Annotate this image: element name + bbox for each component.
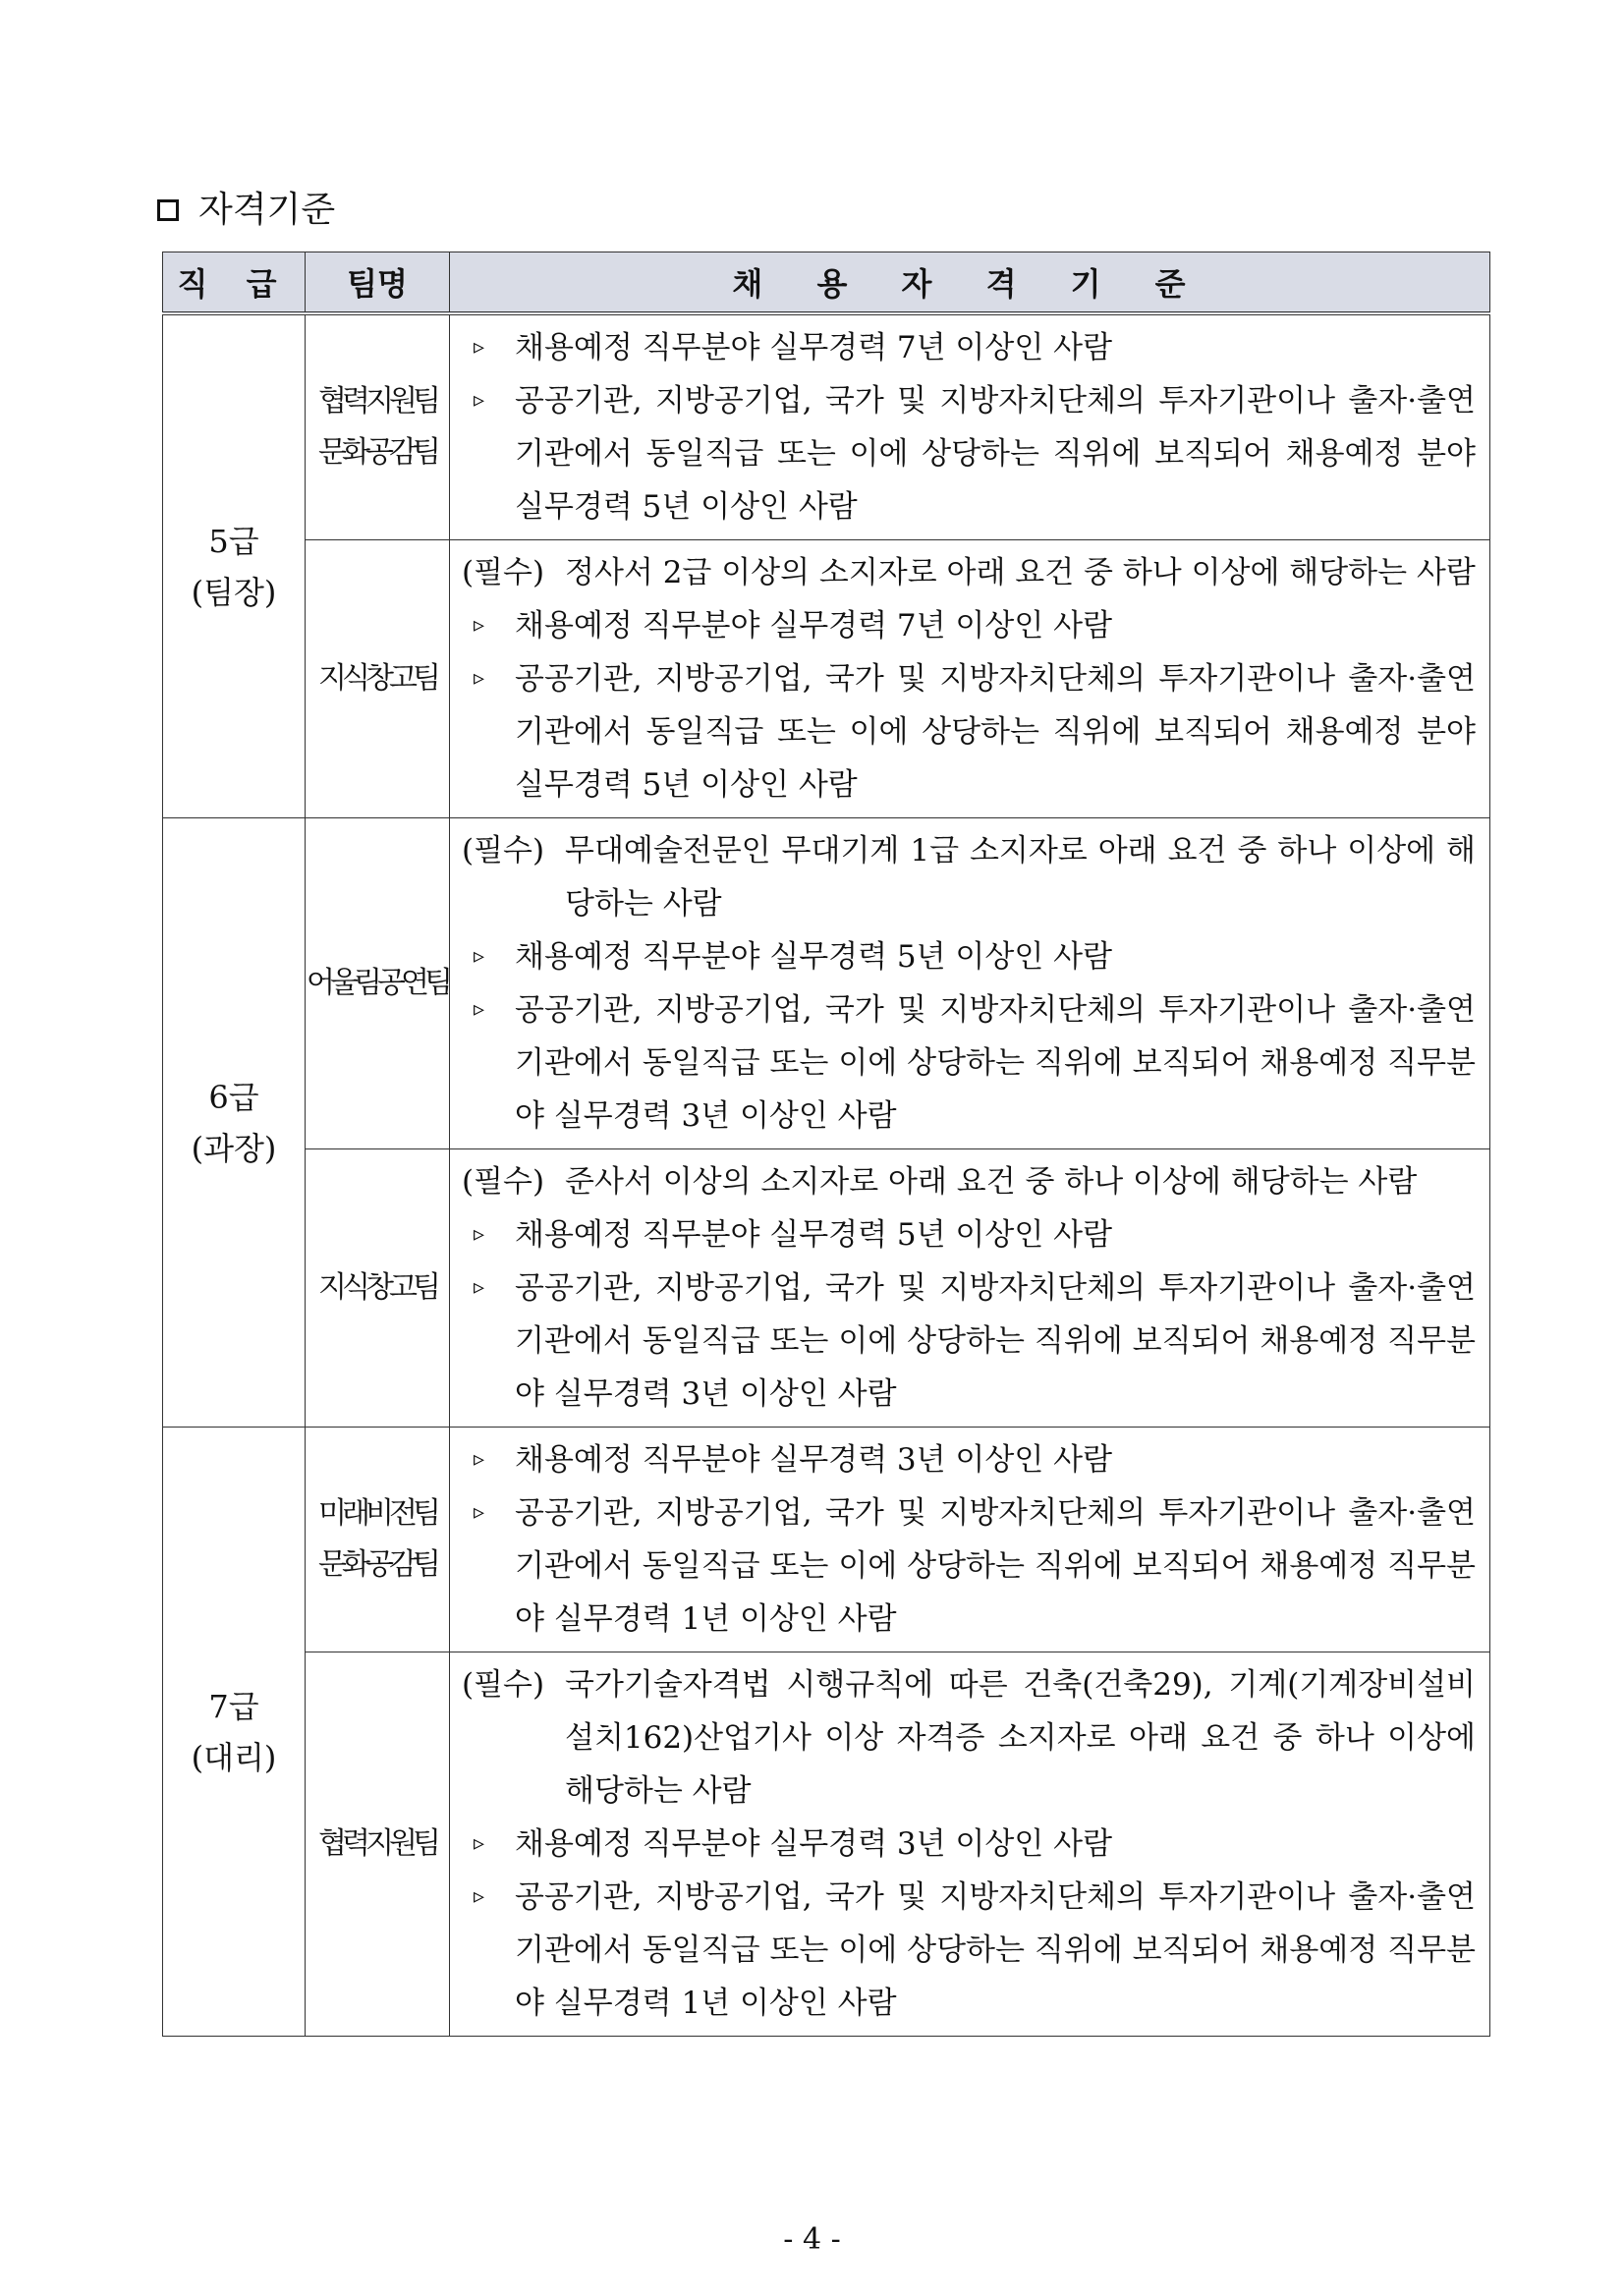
criteria-text: 무대예술전문인 무대기계 1급 소지자로 아래 요건 중 하나 이상에 해당하는 사람: [565, 833, 1476, 922]
criteria-text: 공공기관, 지방공기업, 국가 및 지방자치단체의 투자기관이나 출자·출연기관에서 동일직급 또는 이에 상당하는 직위에 보직되어 채용예정 직무분야 실무경력 3년 이상인 사람: [515, 1270, 1476, 1412]
triangle-bullet-icon: ▹: [474, 1884, 485, 1909]
section-title: 자격기준: [198, 190, 336, 230]
page-number: - 4 -: [783, 2222, 841, 2257]
criteria-cell: [450, 540, 1490, 818]
triangle-bullet-icon: ▹: [474, 1222, 485, 1247]
required-label: (필수): [462, 1667, 545, 1703]
criteria-cell: [450, 1652, 1490, 2037]
required-label: (필수): [462, 833, 545, 868]
criteria-item: [462, 1208, 1476, 1261]
required-label: (필수): [462, 1164, 545, 1200]
table-row: [163, 1428, 1490, 1652]
triangle-bullet-icon: ▹: [474, 944, 485, 969]
team-name: 협력지원팀: [318, 1826, 436, 1861]
team-cell: [306, 1428, 450, 1652]
rank-label: (과장): [191, 1129, 277, 1167]
team-name: 문화공감팀: [318, 435, 436, 470]
criteria-item: [462, 983, 1476, 1143]
required-condition: [462, 824, 1476, 930]
criteria-item: [462, 652, 1476, 812]
triangle-bullet-icon: ▹: [474, 1275, 485, 1300]
grade-label: 6급: [208, 1078, 259, 1116]
triangle-bullet-icon: ▹: [474, 1500, 485, 1525]
criteria-text: 공공기관, 지방공기업, 국가 및 지방자치단체의 투자기관이나 출자·출연기관에서 동일직급 또는 이에 상당하는 직위에 보직되어 채용예정 분야 실무경력 5년 이상인 사람: [515, 661, 1476, 803]
team-cell: [306, 1652, 450, 2037]
rank-label: (대리): [191, 1738, 277, 1776]
table-body: [163, 313, 1490, 2037]
qualification-table: [162, 252, 1490, 2037]
criteria-text: 채용예정 직무분야 실무경력 7년 이상인 사람: [515, 330, 1113, 365]
criteria-item: [462, 599, 1476, 652]
table-row: [163, 818, 1490, 1149]
checkbox-square-icon: [157, 199, 179, 221]
required-condition: [462, 1155, 1476, 1208]
criteria-cell: [450, 313, 1490, 540]
triangle-bullet-icon: ▹: [474, 613, 485, 638]
criteria-item: [462, 1486, 1476, 1646]
criteria-item: [462, 374, 1476, 533]
triangle-bullet-icon: ▹: [474, 997, 485, 1022]
team-name: 지식창고팀: [318, 661, 436, 696]
table-header-row: [163, 252, 1490, 314]
team-cell: [306, 540, 450, 818]
triangle-bullet-icon: ▹: [474, 666, 485, 691]
team-name: 문화공감팀: [318, 1547, 436, 1582]
team-name: 미래비전팀: [318, 1496, 436, 1531]
criteria-text: 채용예정 직무분야 실무경력 7년 이상인 사람: [515, 608, 1113, 644]
required-label: (필수): [462, 555, 545, 590]
team-name: 협력지원팀: [318, 384, 436, 419]
header-team: 팀명: [306, 252, 450, 314]
criteria-text: 공공기관, 지방공기업, 국가 및 지방자치단체의 투자기관이나 출자·출연기관에서 동일직급 또는 이에 상당하는 직위에 보직되어 채용예정 직무분야 실무경력 3년 이상인 사람: [515, 992, 1476, 1134]
criteria-item: [462, 1433, 1476, 1486]
table-row: [163, 1652, 1490, 2037]
triangle-bullet-icon: ▹: [474, 1831, 485, 1856]
grade-cell: [163, 313, 306, 818]
criteria-cell: [450, 1149, 1490, 1428]
table-row: [163, 313, 1490, 540]
criteria-text: 공공기관, 지방공기업, 국가 및 지방자치단체의 투자기관이나 출자·출연기관에서 동일직급 또는 이에 상당하는 직위에 보직되어 채용예정 직무분야 실무경력 1년 이상인 사람: [515, 1879, 1476, 2021]
table-row: [163, 540, 1490, 818]
criteria-item: [462, 1871, 1476, 2030]
grade-cell: [163, 1428, 306, 2037]
criteria-cell: [450, 818, 1490, 1149]
grade-label: 5급: [208, 522, 259, 560]
criteria-text: 공공기관, 지방공기업, 국가 및 지방자치단체의 투자기관이나 출자·출연기관에서 동일직급 또는 이에 상당하는 직위에 보직되어 채용예정 분야 실무경력 5년 이상인 사람: [515, 383, 1476, 525]
team-name: 지식창고팀: [318, 1270, 436, 1305]
triangle-bullet-icon: ▹: [474, 388, 485, 413]
required-condition: [462, 546, 1476, 599]
criteria-text: 정사서 2급 이상의 소지자로 아래 요건 중 하나 이상에 해당하는 사람: [565, 555, 1476, 590]
criteria-text: 국가기술자격법 시행규칙에 따른 건축(건축29), 기계(기계장비설비설치162)산업기사 이상 자격증 소지자로 아래 요건 중 하나 이상에 해당하는 사람: [565, 1667, 1476, 1809]
criteria-item: [462, 1818, 1476, 1871]
criteria-item: [462, 1261, 1476, 1421]
grade-cell: [163, 818, 306, 1428]
criteria-text: 채용예정 직무분야 실무경력 5년 이상인 사람: [515, 1217, 1113, 1253]
criteria-item: [462, 930, 1476, 983]
team-cell: [306, 1149, 450, 1428]
triangle-bullet-icon: ▹: [474, 335, 485, 360]
required-condition: [462, 1658, 1476, 1818]
header-criteria: 채 용 자 격 기 준: [450, 252, 1490, 314]
section-heading: [157, 187, 335, 234]
criteria-item: [462, 321, 1476, 374]
team-name: 어울림공연팀: [307, 966, 448, 1000]
header-grade: 직 급: [163, 252, 306, 314]
criteria-cell: [450, 1428, 1490, 1652]
criteria-text: 공공기관, 지방공기업, 국가 및 지방자치단체의 투자기관이나 출자·출연기관에서 동일직급 또는 이에 상당하는 직위에 보직되어 채용예정 직무분야 실무경력 1년 이상인 사람: [515, 1495, 1476, 1637]
team-cell: [306, 313, 450, 540]
triangle-bullet-icon: ▹: [474, 1447, 485, 1472]
table-row: [163, 1149, 1490, 1428]
rank-label: (팀장): [191, 573, 277, 611]
criteria-text: 준사서 이상의 소지자로 아래 요건 중 하나 이상에 해당하는 사람: [565, 1164, 1418, 1200]
criteria-text: 채용예정 직무분야 실무경력 5년 이상인 사람: [515, 939, 1113, 975]
criteria-text: 채용예정 직무분야 실무경력 3년 이상인 사람: [515, 1442, 1113, 1478]
criteria-text: 채용예정 직무분야 실무경력 3년 이상인 사람: [515, 1826, 1113, 1862]
grade-label: 7급: [208, 1687, 259, 1725]
team-cell: [306, 818, 450, 1149]
